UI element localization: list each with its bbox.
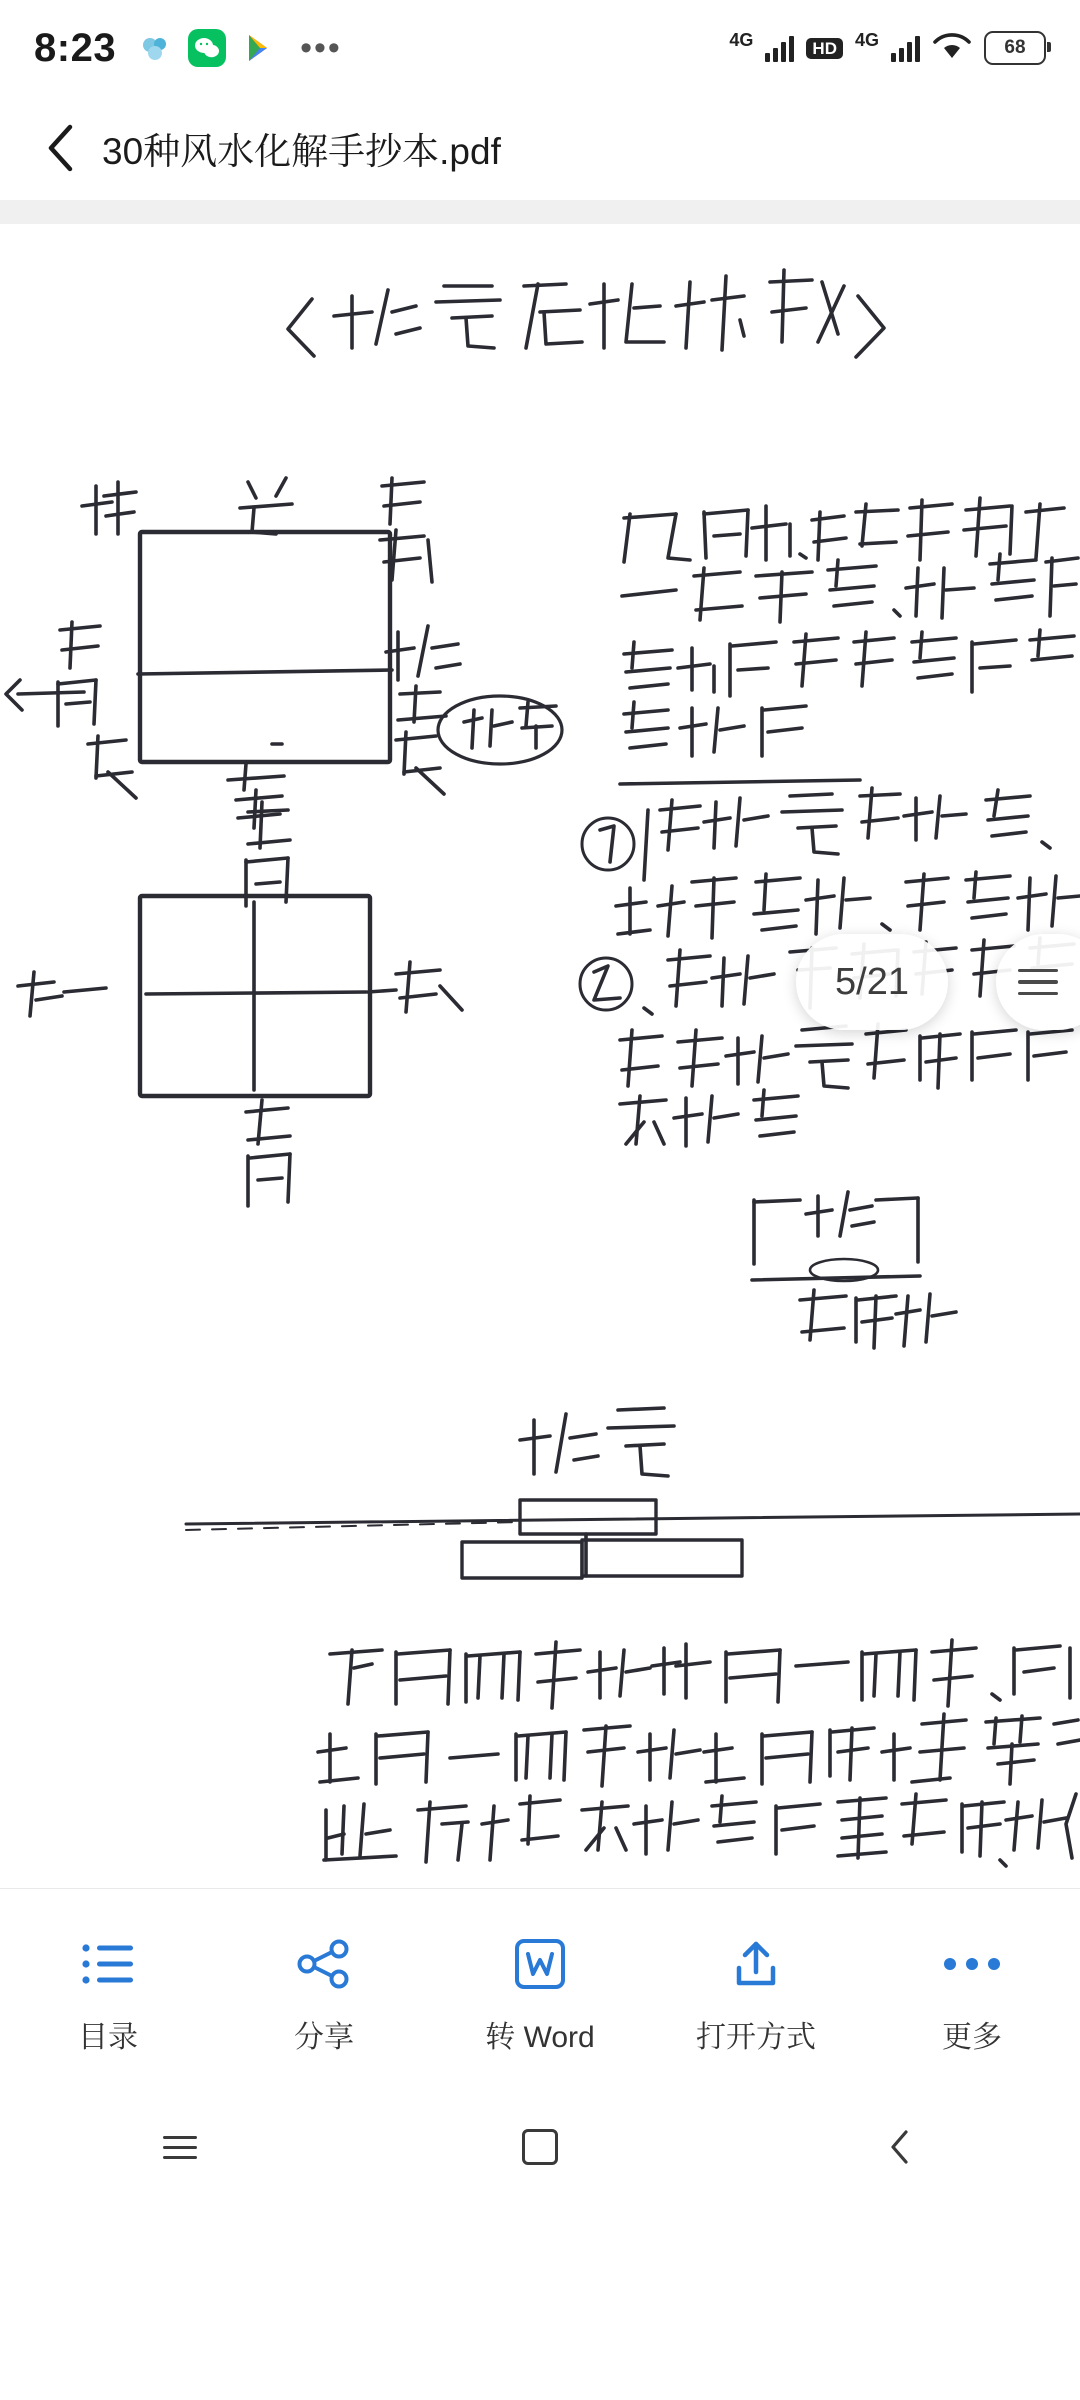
battery-icon: [984, 31, 1046, 65]
wechat-icon: [188, 29, 226, 67]
toolbar-item-open-with[interactable]: [666, 1934, 846, 2056]
home-square: [522, 2129, 558, 2165]
recents-icon[interactable]: [120, 2100, 240, 2194]
play-store-icon: [240, 29, 278, 67]
table-of-contents-icon: [80, 1934, 136, 1994]
toolbar-label-more: 更多: [942, 2020, 1002, 2054]
menu-lines: [1018, 961, 1058, 1004]
page-indicator[interactable]: 5/21: [796, 934, 948, 1030]
network-type-left-label: 4G: [729, 29, 754, 50]
toolbar-label-open-with: 打开方式: [696, 2020, 816, 2054]
page-title: 30种风水化解手抄本.pdf: [102, 131, 501, 172]
overflow-dots-icon: •••: [300, 29, 342, 67]
network-type-right-label: 4G: [854, 29, 879, 50]
document-viewport[interactable]: [0, 200, 1080, 2194]
android-nav-bar: [0, 2100, 1080, 2194]
toolbar-item-share[interactable]: [234, 1934, 414, 2056]
open-with-icon: [730, 1934, 782, 1994]
back-chevron-icon[interactable]: [34, 120, 90, 176]
toolbar-item-more[interactable]: [882, 1934, 1062, 2056]
app-header: [0, 96, 1080, 200]
status-time: 8:23: [34, 25, 117, 70]
battery-percent-label: 68: [1004, 37, 1026, 58]
toolbar-label-convert-word: 转 Word: [485, 2020, 595, 2054]
toolbar-label-share: 分享: [294, 2020, 354, 2054]
wifi-icon: [932, 31, 972, 66]
signal-bars-icon-2: [891, 34, 920, 62]
bottom-toolbar: [0, 1888, 1080, 2100]
status-system-icons: [729, 31, 1046, 66]
cloud-sync-icon: [136, 29, 174, 67]
status-bar: [0, 0, 1080, 96]
word-convert-icon: [514, 1934, 566, 1994]
share-icon: [297, 1934, 351, 1994]
hd-badge-icon: HD: [806, 38, 843, 59]
toolbar-item-catalog[interactable]: [18, 1934, 198, 2056]
more-dots-icon: [942, 1934, 1002, 1994]
home-icon[interactable]: [480, 2100, 600, 2194]
nav-back-icon[interactable]: [840, 2100, 960, 2194]
recents-lines: [163, 2129, 197, 2166]
status-notification-icons: [136, 29, 342, 67]
toolbar-label-catalog: 目录: [78, 2020, 138, 2054]
toolbar-item-convert-word[interactable]: [450, 1934, 630, 2056]
signal-bars-icon-1: [765, 34, 794, 62]
